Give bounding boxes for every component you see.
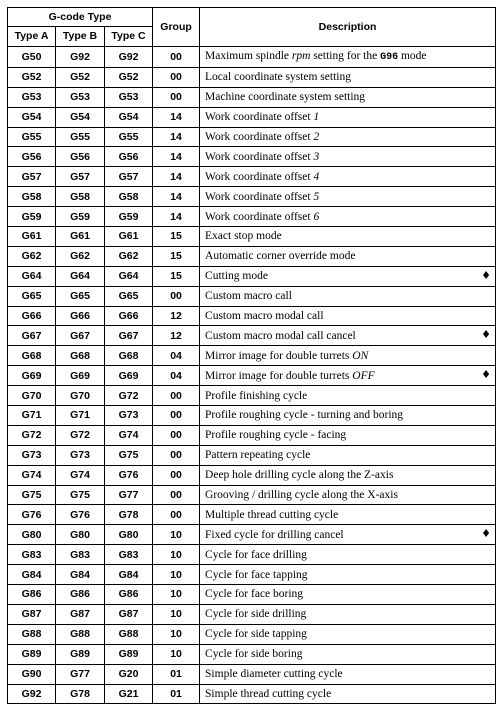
group-cell: 00 <box>153 87 200 107</box>
description-text: Profile finishing cycle <box>205 389 308 402</box>
type-a-header: Type A <box>8 27 56 47</box>
description-text: Work coordinate offset <box>205 111 314 124</box>
type-a-cell: G68 <box>8 346 56 366</box>
type-c-cell: G92 <box>105 46 153 67</box>
type-b-cell: G71 <box>56 406 105 426</box>
group-cell: 14 <box>153 167 200 187</box>
type-a-cell: G67 <box>8 326 56 346</box>
description-cell <box>200 684 496 704</box>
gcode-table <box>7 7 496 704</box>
diamond-marker-icon: ♦ <box>481 368 492 382</box>
type-c-cell: G59 <box>105 207 153 227</box>
table-row <box>8 227 496 247</box>
group-cell: 10 <box>153 644 200 664</box>
type-a-cell: G86 <box>8 585 56 605</box>
diamond-marker-icon: ♦ <box>481 328 492 342</box>
description-cell <box>200 227 496 247</box>
gcode-table-container <box>7 7 495 704</box>
type-b-cell: G65 <box>56 286 105 306</box>
type-b-cell: G75 <box>56 485 105 505</box>
type-c-cell: G80 <box>105 525 153 545</box>
type-b-cell: G70 <box>56 386 105 406</box>
type-c-cell: G55 <box>105 127 153 147</box>
group-cell: 15 <box>153 246 200 266</box>
description-text: Fixed cycle for drilling cancel <box>205 528 344 541</box>
description-cell <box>200 346 496 366</box>
description-cell <box>200 366 496 386</box>
table-row <box>8 684 496 704</box>
description-text: Work coordinate offset <box>205 190 314 203</box>
group-cell: 04 <box>153 346 200 366</box>
type-c-cell: G53 <box>105 87 153 107</box>
description-text: 5 <box>313 190 320 203</box>
type-b-cell: G88 <box>56 624 105 644</box>
type-c-cell: G75 <box>105 445 153 465</box>
type-a-cell: G87 <box>8 604 56 624</box>
description-cell <box>200 386 496 406</box>
group-cell: 14 <box>153 187 200 207</box>
table-row <box>8 87 496 107</box>
group-cell: 01 <box>153 664 200 684</box>
table-row <box>8 167 496 187</box>
type-b-cell: G67 <box>56 326 105 346</box>
type-a-cell: G53 <box>8 87 56 107</box>
table-row <box>8 624 496 644</box>
diamond-marker-icon: ♦ <box>481 527 492 541</box>
description-cell <box>200 525 496 545</box>
type-c-cell: G89 <box>105 644 153 664</box>
table-row <box>8 664 496 684</box>
type-c-header: Type C <box>105 27 153 47</box>
description-cell <box>200 306 496 326</box>
table-row <box>8 425 496 445</box>
type-b-cell: G76 <box>56 505 105 525</box>
type-b-cell: G83 <box>56 545 105 565</box>
type-c-cell: G20 <box>105 664 153 684</box>
group-cell: 14 <box>153 107 200 127</box>
table-row <box>8 525 496 545</box>
type-b-cell: G84 <box>56 565 105 585</box>
type-a-cell: G88 <box>8 624 56 644</box>
type-b-cell: G52 <box>56 67 105 87</box>
type-a-cell: G84 <box>8 565 56 585</box>
group-cell: 01 <box>153 684 200 704</box>
type-a-cell: G70 <box>8 386 56 406</box>
description-cell <box>200 46 496 67</box>
table-row <box>8 67 496 87</box>
type-c-cell: G83 <box>105 545 153 565</box>
type-c-cell: G21 <box>105 684 153 704</box>
type-b-cell: G59 <box>56 207 105 227</box>
type-b-cell: G61 <box>56 227 105 247</box>
description-cell <box>200 87 496 107</box>
type-b-cell: G69 <box>56 366 105 386</box>
description-text: Custom macro modal call cancel <box>205 329 356 342</box>
type-a-cell: G65 <box>8 286 56 306</box>
description-text: Work coordinate offset <box>205 210 314 223</box>
type-c-cell: G54 <box>105 107 153 127</box>
description-text: Cutting mode <box>205 270 268 283</box>
type-a-cell: G52 <box>8 67 56 87</box>
group-cell: 14 <box>153 127 200 147</box>
type-c-cell: G84 <box>105 565 153 585</box>
table-row <box>8 386 496 406</box>
type-a-cell: G69 <box>8 366 56 386</box>
table-body <box>8 46 496 704</box>
group-cell: 00 <box>153 406 200 426</box>
description-text: ON <box>352 349 369 362</box>
type-b-cell: G74 <box>56 465 105 485</box>
description-text: Profile roughing cycle - facing <box>205 429 347 442</box>
group-cell: 00 <box>153 445 200 465</box>
diamond-marker-icon: ♦ <box>481 268 492 282</box>
description-text: Exact stop mode <box>205 230 282 243</box>
description-text: Mirror image for double turrets <box>205 349 353 362</box>
type-c-cell: G72 <box>105 386 153 406</box>
description-cell <box>200 425 496 445</box>
gcode-type-header: G-code Type <box>8 8 153 27</box>
type-b-cell: G54 <box>56 107 105 127</box>
description-text: Machine coordinate system setting <box>205 91 366 104</box>
description-cell <box>200 604 496 624</box>
description-cell <box>200 127 496 147</box>
description-text: Work coordinate offset <box>205 131 314 143</box>
description-text: Deep hole drilling cycle along the Z-axis <box>205 469 394 482</box>
description-text: Cycle for face boring <box>205 588 304 601</box>
type-c-cell: G66 <box>105 306 153 326</box>
type-c-cell: G87 <box>105 604 153 624</box>
type-a-cell: G83 <box>8 545 56 565</box>
description-text: Work coordinate offset <box>205 150 314 163</box>
description-cell <box>200 67 496 87</box>
description-text: Work coordinate offset <box>205 170 314 183</box>
type-b-cell: G78 <box>56 684 105 704</box>
type-b-cell: G80 <box>56 525 105 545</box>
group-cell: 00 <box>153 46 200 67</box>
type-b-cell: G87 <box>56 604 105 624</box>
description-cell <box>200 505 496 525</box>
group-cell: 10 <box>153 604 200 624</box>
type-a-cell: G50 <box>8 46 56 67</box>
type-c-cell: G65 <box>105 286 153 306</box>
description-text: Cycle for face drilling <box>205 548 307 561</box>
table-row <box>8 565 496 585</box>
type-a-cell: G54 <box>8 107 56 127</box>
description-text: Cycle for face tapping <box>205 568 308 581</box>
table-row <box>8 306 496 326</box>
table-row <box>8 46 496 67</box>
description-text: Multiple thread cutting cycle <box>205 508 339 521</box>
type-b-cell: G72 <box>56 425 105 445</box>
type-a-cell: G62 <box>8 246 56 266</box>
group-cell: 00 <box>153 386 200 406</box>
type-b-cell: G58 <box>56 187 105 207</box>
group-cell: 15 <box>153 266 200 286</box>
description-cell <box>200 585 496 605</box>
group-cell: 00 <box>153 67 200 87</box>
type-a-cell: G80 <box>8 525 56 545</box>
table-row <box>8 266 496 286</box>
type-c-cell: G61 <box>105 227 153 247</box>
type-c-cell: G67 <box>105 326 153 346</box>
table-row <box>8 326 496 346</box>
description-text: 2 <box>313 131 320 143</box>
group-cell: 12 <box>153 306 200 326</box>
type-b-header: Type B <box>56 27 105 47</box>
type-c-cell: G52 <box>105 67 153 87</box>
type-a-cell: G89 <box>8 644 56 664</box>
table-row <box>8 545 496 565</box>
type-b-cell: G77 <box>56 664 105 684</box>
description-text: Cycle for side tapping <box>205 628 307 641</box>
description-text: Cycle for side boring <box>205 648 303 661</box>
group-cell: 00 <box>153 465 200 485</box>
type-b-cell: G73 <box>56 445 105 465</box>
description-text: Custom macro call <box>205 290 292 303</box>
description-text: Cycle for side drilling <box>205 608 307 621</box>
group-cell: 10 <box>153 545 200 565</box>
type-b-cell: G86 <box>56 585 105 605</box>
type-b-cell: G64 <box>56 266 105 286</box>
type-a-cell: G90 <box>8 664 56 684</box>
description-cell <box>200 445 496 465</box>
table-row <box>8 406 496 426</box>
description-cell <box>200 485 496 505</box>
type-c-cell: G74 <box>105 425 153 445</box>
table-header <box>8 8 496 47</box>
description-text: Pattern repeating cycle <box>205 449 311 462</box>
type-a-cell: G61 <box>8 227 56 247</box>
type-a-cell: G58 <box>8 187 56 207</box>
type-a-cell: G57 <box>8 167 56 187</box>
table-row <box>8 644 496 664</box>
description-cell <box>200 465 496 485</box>
type-b-cell: G55 <box>56 127 105 147</box>
type-a-cell: G92 <box>8 684 56 704</box>
table-row <box>8 107 496 127</box>
table-row <box>8 286 496 306</box>
type-b-cell: G92 <box>56 46 105 67</box>
table-row <box>8 445 496 465</box>
description-cell <box>200 565 496 585</box>
description-text: 1 <box>313 111 320 124</box>
type-a-cell: G75 <box>8 485 56 505</box>
table-row <box>8 585 496 605</box>
description-text: Simple diameter cutting cycle <box>205 668 343 681</box>
type-b-cell: G56 <box>56 147 105 167</box>
type-c-cell: G69 <box>105 366 153 386</box>
type-a-cell: G76 <box>8 505 56 525</box>
description-cell <box>200 406 496 426</box>
description-cell <box>200 246 496 266</box>
type-a-cell: G66 <box>8 306 56 326</box>
group-cell: 00 <box>153 286 200 306</box>
group-cell: 15 <box>153 227 200 247</box>
type-c-cell: G56 <box>105 147 153 167</box>
type-c-cell: G78 <box>105 505 153 525</box>
type-b-cell: G66 <box>56 306 105 326</box>
type-b-cell: G62 <box>56 246 105 266</box>
group-cell: 14 <box>153 207 200 227</box>
group-cell: 14 <box>153 147 200 167</box>
description-text: OFF <box>352 369 375 382</box>
description-cell <box>200 326 496 346</box>
description-text: Maximum spindle <box>205 49 292 62</box>
group-cell: 10 <box>153 565 200 585</box>
table-row <box>8 147 496 167</box>
group-header: Group <box>153 8 200 47</box>
type-c-cell: G76 <box>105 465 153 485</box>
description-cell <box>200 167 496 187</box>
type-b-cell: G89 <box>56 644 105 664</box>
type-b-cell: G57 <box>56 167 105 187</box>
type-c-cell: G77 <box>105 485 153 505</box>
description-text: Local coordinate system setting <box>205 71 351 84</box>
type-c-cell: G73 <box>105 406 153 426</box>
type-c-cell: G68 <box>105 346 153 366</box>
group-cell: 10 <box>153 624 200 644</box>
description-cell <box>200 624 496 644</box>
type-c-cell: G58 <box>105 187 153 207</box>
description-text: Mirror image for double turrets <box>205 369 353 382</box>
table-row <box>8 485 496 505</box>
description-cell <box>200 266 496 286</box>
type-b-cell: G53 <box>56 87 105 107</box>
type-c-cell: G62 <box>105 246 153 266</box>
group-cell: 10 <box>153 525 200 545</box>
group-cell: 04 <box>153 366 200 386</box>
table-row <box>8 604 496 624</box>
table-row <box>8 366 496 386</box>
type-a-cell: G56 <box>8 147 56 167</box>
description-header: Description <box>200 8 496 47</box>
group-cell: 00 <box>153 425 200 445</box>
description-text: setting for the <box>310 49 381 62</box>
type-c-cell: G86 <box>105 585 153 605</box>
description-cell <box>200 545 496 565</box>
description-text: G96 <box>380 51 399 63</box>
description-text: 6 <box>313 210 320 223</box>
description-text: rpm <box>291 49 311 62</box>
table-row <box>8 505 496 525</box>
table-row <box>8 127 496 147</box>
type-a-cell: G71 <box>8 406 56 426</box>
description-cell <box>200 644 496 664</box>
type-a-cell: G64 <box>8 266 56 286</box>
type-b-cell: G68 <box>56 346 105 366</box>
table-row <box>8 465 496 485</box>
type-c-cell: G88 <box>105 624 153 644</box>
type-a-cell: G72 <box>8 425 56 445</box>
description-text: Automatic corner override mode <box>205 250 356 263</box>
description-text: Simple thread cutting cycle <box>205 687 332 700</box>
group-cell: 00 <box>153 485 200 505</box>
type-a-cell: G74 <box>8 465 56 485</box>
description-cell <box>200 147 496 167</box>
group-cell: 12 <box>153 326 200 346</box>
type-c-cell: G64 <box>105 266 153 286</box>
group-cell: 00 <box>153 505 200 525</box>
table-row <box>8 346 496 366</box>
type-a-cell: G59 <box>8 207 56 227</box>
table-row <box>8 207 496 227</box>
group-cell: 10 <box>153 585 200 605</box>
description-cell <box>200 187 496 207</box>
type-c-cell: G57 <box>105 167 153 187</box>
description-text: 4 <box>313 170 320 183</box>
type-a-cell: G73 <box>8 445 56 465</box>
description-text: Grooving / drilling cycle along the X-axis <box>205 489 398 502</box>
table-row <box>8 187 496 207</box>
table-row <box>8 246 496 266</box>
type-a-cell: G55 <box>8 127 56 147</box>
description-text: 3 <box>313 150 320 163</box>
description-text: mode <box>398 49 427 62</box>
description-cell <box>200 107 496 127</box>
description-text: Profile roughing cycle - turning and boring <box>205 409 404 422</box>
description-cell <box>200 664 496 684</box>
description-cell <box>200 207 496 227</box>
description-cell <box>200 286 496 306</box>
description-text: Custom macro modal call <box>205 310 324 323</box>
